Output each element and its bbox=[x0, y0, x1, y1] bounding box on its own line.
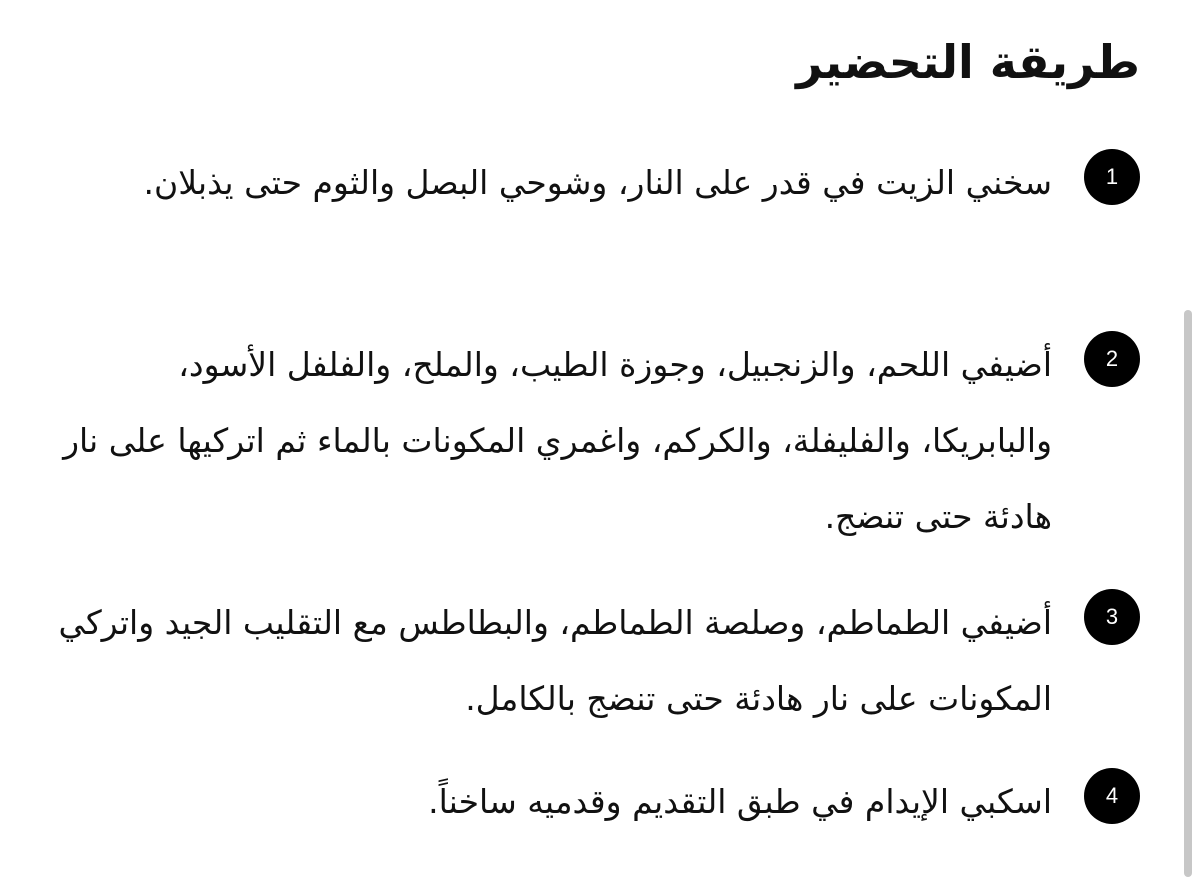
step-text: أضيفي اللحم، والزنجبيل، وجوزة الطيب، والملح، والفلفل الأسود، والبابريكا، والفليفلة، والكركم، واغمري المكونات بالماء ثم اتركيها على نار هادئة حتى تنضج. bbox=[63, 345, 1052, 536]
step-number-badge: 4 bbox=[1084, 768, 1140, 824]
scrollbar-thumb[interactable] bbox=[1184, 310, 1192, 877]
step-item-1 bbox=[50, 145, 1140, 221]
step-item-2 bbox=[50, 327, 1140, 555]
step-text: أضيفي الطماطم، وصلصة الطماطم، والبطاطس مع التقليب الجيد واتركي المكونات على نار هادئة حتى تنضج بالكامل. bbox=[58, 603, 1052, 718]
step-number-badge: 1 bbox=[1084, 149, 1140, 205]
step-number-badge: 3 bbox=[1084, 589, 1140, 645]
step-number-badge: 2 bbox=[1084, 331, 1140, 387]
step-item-4 bbox=[50, 764, 1140, 840]
scrollbar[interactable] bbox=[1184, 300, 1192, 877]
step-item-3 bbox=[50, 585, 1140, 737]
step-text: اسكبي الإيدام في طبق التقديم وقدميه ساخناً. bbox=[428, 782, 1052, 821]
step-text: سخني الزيت في قدر على النار، وشوحي البصل والثوم حتى يذبلان. bbox=[143, 163, 1052, 202]
section-title: طريقة التحضير bbox=[796, 35, 1140, 89]
